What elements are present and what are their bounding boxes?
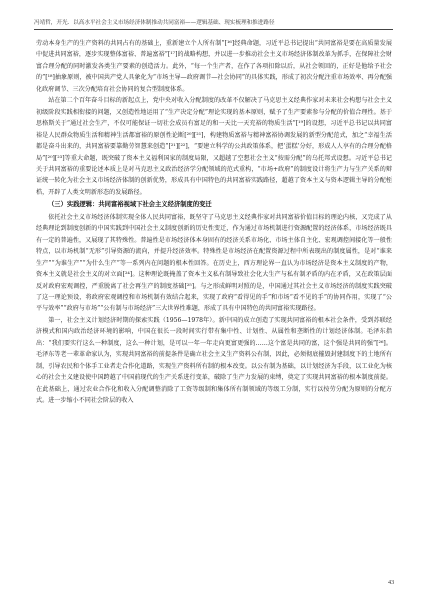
paragraph: 劳动本身生产的生产资料的共同占有的基础上，重新建立个人所有制”[¹⁶]经典命题，习近平总书记提出“共同富裕是要在高质量发展中促进共同富裕，逐步实现整体富裕、普遍富裕”[¹⁷]的战略构想，并以进一步推动社会主义市场经济体制改革为抓手，在保障社会财富合理分配的同时激发各类生产要素的创造活力。此外，“每一个生产者，在作了各项扣除以后，从社会领回的，正好是他给予社会的”[¹⁸]抽象原则，被中国共产党人具象化为“市场主导—政府调节—社会协同”的具体实践，形成了初次分配注重市场效率、再分配强化政府调节、三次分配培育社会协同的复合型制度体系。 — [36, 40, 392, 93]
paragraph: 第一，社会主义计划经济时期的探索实践（1956—1978年）。新中国的成立创造了实现共同富裕的根本社会条件，受到苏联经济模式和国内政治经济环境的影响，中国在很长一段时间实行带有集中性、计划性、从属性和垄断性的计划经济体制。毛泽东指出：“我们要实行这么一种制度，这么一种计划，是可以一年一年走向更富更强的……这个富是共同的富，这个强是共同的强”[²⁶]。毛泽东等老一辈革命家认为，实现共同富裕的前提条件是确立社会主义生产资料公有制，因此，必须彻底摧毁封建制度下的土地所有制，引导农民和个体手工业者走合作化道路，实现生产资料所有制的根本改变。以公有制为基础，以计划经济为手段，以工业化为核心的社会主义建设使中国跨越了中国前现代的生产关系进行变革，破除了生产力发展的束缚，奠定了实现共同富裕的根本制度前提。在此基础上，通过农业合作化和收入分配调整消除了工资等级制和集体所有制领域的等级工分制，实行以按劳分配为原则的分配方式。进一步缩小不同社会阶层的收入 — [36, 316, 392, 405]
paragraph: 依托社会主义市场经济体制实现全体人民共同富裕，既坚守了马克思主义经典作家对共同富裕价值目标的理论内核，又完成了从经典理论到制度创新的中国实践到中国社会主义制度创新的历史性变迁，作为通过市场机制进行资源配置的经济体系，市场经济既具有一定的普遍性，又展现了其特殊性。普遍性是市场经济体本身固有的经济关系市场化、市场主体自主化、宏观调控间接化等一般性特点，以市场机制“无形”引导资源的流向，并提升经济效率。特殊性是市场经济在配置资源过程中所表现出的制度属性，是对“谁来生产”“为谁生产”“为什么生产”等一系列内在问题的根本性回答。在历史上，西方理论界一直认为市场经济是资本主义制度的产物，资本主义就是社会主义的对立面[²⁴]。这种理论既掩盖了资本主义私有制导致社会化大生产与私有制矛盾的内在矛盾，又在政策层面反对政府宏观调控，严重脱离了社会再生产的制度基础[²⁵]。与之形成鲜明对照的是，中国通过其社会主义市场经济的制度实践突破了这一理论预设，将政府宏观调控和市场机制有效结合起来，实现了政府“看得见的手”和市场“看不见的手”的协同作用，实现了“公平与效率”“政府与市场”“公有制与市场经济”三大世界性难题，形成了具有中国特色的共同富裕实现路径。 — [36, 213, 392, 313]
body-text — [36, 38, 392, 407]
running-head: 冯靖哲，开光．以高水平社会主义市场经济体制推动共同富裕——逻辑基础、现实梳理和推进路径 — [34, 19, 393, 30]
paragraph: 站在第二个百年奋斗目标的新起点上，党中央对收入分配制度的改革不仅解决了马克思主义经典作家对未来社会构想与社会主义初级阶段实践相衔接的问题，又创造性地运用了“生产决定分配”理论实现的基本原则，赋予了生产要素参与分配的价值合理性。基于思格斯关于“通过社会生产，不仅可能保证一切社会成员有富足的和一天比一天充裕的物质生活”[¹⁹]的设想，习近平总书记以共同富裕是人民群众物质生活和精神生活都富裕的原创性论断[²⁰][²¹]，构建物质富裕与精神富裕协调发展的新型分配范式，加之“幸福生活都是奋斗出来的，共同富裕要靠勤劳智慧来创造”[²¹][²²]，“要建立科学的公共政策体系，把‘蛋糕’分好，形成人人享有的合理分配格局”[²⁰][²³]等重大命题，既突破了资本主义福利国家的制度局限，又超越了空想社会主义“按需分配”的乌托邦式设想。习近平总书记关于共同富裕的重要论述本质上是对马克思主义政治经济学分配领域的范式重构，“市场+政府”的制度设计将生产力与生产关系的辩证统一转化为社会主义市场经济体制的创新优势，形成具有中国特色的共同富裕实践路径，超越了资本主义与资本逻辑主导的分配桎梏，开辟了人类文明新形态的发展路径。 — [36, 97, 392, 196]
page-number: 43 — [388, 579, 395, 586]
section-heading: （三）实践逻辑：共同富裕视域下社会主义经济制度的变迁 — [48, 201, 212, 209]
